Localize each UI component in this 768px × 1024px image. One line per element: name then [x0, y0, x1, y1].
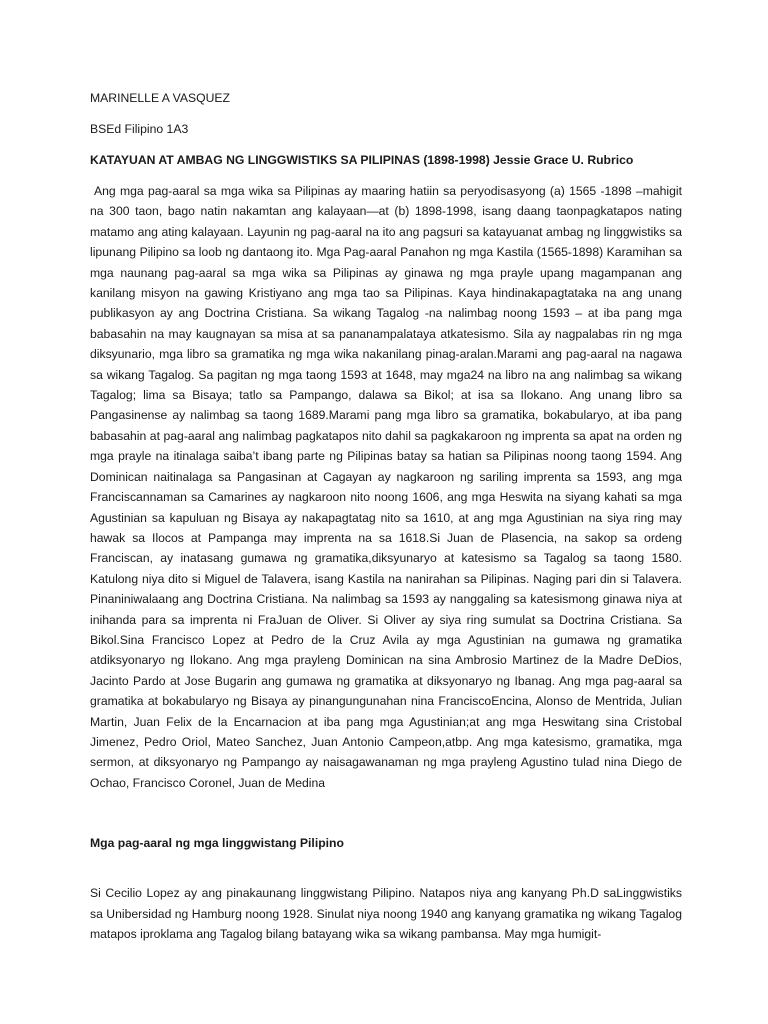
course-section: BSEd Filipino 1A3: [90, 122, 189, 136]
document-header: [90, 88, 682, 170]
body-paragraph-2: Si Cecilio Lopez ay ang pinakaunang linggwistang Pilipino. Natapos niya ang kanyang Ph.D saLinggwistiks sa Unibersidad ng Hamburg noong 1928. Sinulat niya noong 1940 ang kanyang gramatika ng wikang Tagalog matapos iproklama ang Tagalog bilang batayang wika sa wikang pambansa. May mga humigit-: [90, 886, 682, 941]
document-title: KATAYUAN AT AMBAG NG LINGGWISTIKS SA PILIPINAS (1898-1998) Jessie Grace U. Rubrico: [90, 153, 634, 167]
author-name: MARINELLE A VASQUEZ: [90, 91, 230, 105]
body-paragraph-1: Ang mga pag-aaral sa mga wika sa Pilipinas ay maaring hatiin sa peryodisasyong (a) 1565 -1898 –mahigit na 300 taon, bago natin nakamtan ang kalayaan—at (b) 1898-1998, isang daang taonpagkatapos nating matamo ang ating kalayaan. Layunin ng pag-aaral na ito ang pagsuri sa katayuanat ambag ng linggwistiks sa lipunang Pilipino sa loob ng dantaong ito. Mga Pag-aaral Panahon ng mga Kastila (1565-1898) Karamihan sa mga naunang pag-aaral sa mga wika sa Pilipinas ay ginawa ng mga prayle upang magampanan ang kanilang misyon na gawing Kristiyano ang mga tao sa Pilipinas. Kaya hindinakapagtataka na ang unang publikasyon ay ang Doctrina Cristiana. Sa wikang Tagalog -na nalimbag noong 1593 – at iba pang mga babasahin na may kaugnayan sa misa at sa pananampalataya atkatesismo. Sila ay nagpalabas rin ng mga diksyunario, mga libro sa gramatika ng mga wika nakanilang pinag-aralan.Marami ang pag-aaral na nagawa sa wikang Tagalog. Sa pagitan ng mga taong 1593 at 1648, may mga24 na libro na ang nalimbag sa wikang Tagalog; lima sa Bisaya; tatlo sa Pampango, dalawa sa Bikol; at isa sa Ilokano. Ang unang libro sa Pangasinense ay nalimbag sa taong 1689.Marami pang mga libro sa gramatika, bokabularyo, at iba pang babasahin at pag-aaral ang nalimbag pagkatapos nito dahil sa pagkakaroon ng imprenta sa apat na orden ng mga prayle na itinalaga saiba’t ibang parte ng Pilipinas batay sa hatian sa Pilipinas noong taong 1594. Ang Dominican naitinalaga sa Pangasinan at Cagayan ay nagkaroon ng sariling imprenta sa 1593, ang mga Franciscannaman sa Camarines ay nagkaroon nito noong 1606, ang mga Heswita na siyang kahati sa mga Agustinian sa kapuluan ng Bisaya ay nakapagtatag nito sa 1610, at ang mga Agustinian na siya ring may hawak sa Ilocos at Pampanga may imprenta na sa 1618.Si Juan de Plasencia, na sakop sa ordeng Franciscan, ay inatasang gumawa ng gramatika,diksyunaryo at katesismo sa Tagalog sa taong 1580. Katulong niya dito si Miguel de Talavera, isang Kastila na nanirahan sa Pilipinas. Naging pari din si Talavera. Pinaniniwalaang ang Doctrina Cristiana. Na nalimbag sa 1593 ay nanggaling sa katesismong ginawa niya at inihanda para sa imprenta ni FraJuan de Oliver. Si Oliver ay siya ring sumulat sa Doctrina Cristiana. Sa Bikol.Sina Francisco Lopez at Pedro de la Cruz Avila ay mga Agustinian na gumawa ng gramatika atdiksyonaryo ng Ilokano. Ang mga prayleng Dominican na sina Ambrosio Martinez de la Madre DeDios, Jacinto Pardo at Jose Bugarin ang gumawa ng gramatika at diksyonaryo ng Ibanag. Ang mga pag-aaral sa gramatika at bokabularyo ng Bisaya ay pinangungunahan nina FranciscoEncina, Alonso de Mentrida, Julian Martin, Juan Felix de la Encarnacion at iba pang mga Agustinian;at ang mga Heswitang sina Cristobal Jimenez, Pedro Oriol, Mateo Sanchez, Juan Antonio Campeon,atbp. Ang mga katesismo, gramatika, mga sermon, at diksyonaryo ng Pampango ay naisagawanaman ng mga prayleng Agustino tulad nina Diego de Ochao, Francisco Coronel, Juan de Medina: [90, 184, 682, 790]
section-heading: Mga pag-aaral ng mga linggwistang Pilipino: [90, 836, 344, 851]
document-page: [90, 88, 682, 944]
